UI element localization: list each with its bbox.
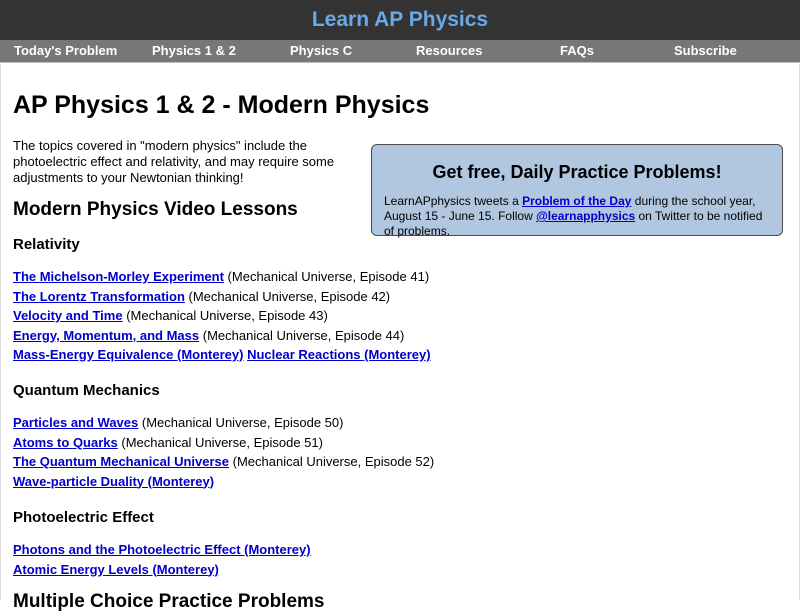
video-lessons-heading: Modern Physics Video Lessons xyxy=(13,199,298,220)
nav-physics-c[interactable]: Physics C xyxy=(290,43,353,58)
lesson-note: (Mechanical Universe, Episode 50) xyxy=(138,415,344,430)
lesson-note: (Mechanical Universe, Episode 43) xyxy=(122,308,328,323)
problem-of-the-day-link[interactable]: Problem of the Day xyxy=(522,194,632,208)
section-heading-photoelectric-effect: Photoelectric Effect xyxy=(13,509,154,526)
lesson-link[interactable]: Energy, Momentum, and Mass xyxy=(13,327,200,343)
lesson-note: (Mechanical Universe, Episode 51) xyxy=(117,434,323,450)
list-item xyxy=(13,326,431,346)
lesson-note: (Mechanical Universe, Episode 44) xyxy=(199,327,405,343)
relativity-lesson-list xyxy=(13,267,431,365)
lesson-link[interactable]: Velocity and Time xyxy=(13,308,123,323)
nav-physics-1-2[interactable]: Physics 1 & 2 xyxy=(152,43,236,58)
nav-faqs[interactable]: FAQs xyxy=(560,43,594,58)
list-item xyxy=(13,540,311,560)
daily-problems-callout xyxy=(371,144,783,236)
callout-text-part-1: LearnAPphysics tweets a xyxy=(384,194,523,208)
lesson-note: (Mechanical Universe, Episode 41) xyxy=(223,269,430,284)
quantum-lesson-list xyxy=(13,413,434,491)
list-item xyxy=(13,267,431,287)
list-item xyxy=(13,560,311,580)
list-item xyxy=(13,345,431,365)
list-item xyxy=(13,433,434,453)
callout-text xyxy=(384,194,770,239)
lesson-link[interactable]: The Lorentz Transformation xyxy=(13,288,185,304)
nav-todays-problem[interactable]: Today's Problem xyxy=(14,43,118,58)
section-heading-relativity: Relativity xyxy=(13,236,80,253)
practice-problems-heading: Multiple Choice Practice Problems xyxy=(13,591,325,612)
lesson-link[interactable]: Atoms to Quarks xyxy=(13,434,118,450)
lesson-note: (Mechanical Universe, Episode 52) xyxy=(229,454,435,469)
site-header xyxy=(0,0,800,40)
list-item xyxy=(13,452,434,472)
list-item xyxy=(13,413,434,433)
list-item xyxy=(13,306,431,326)
lesson-link[interactable]: Atomic Energy Levels (Monterey) xyxy=(13,561,219,577)
intro-text: The topics covered in "modern physics" include the photoelectric effect and relativity, and may require some adjustments to your Newtonian thinking! xyxy=(13,138,335,185)
lesson-link[interactable]: Photons and the Photoelectric Effect (Monterey) xyxy=(13,542,311,557)
page-title: AP Physics 1 & 2 - Modern Physics xyxy=(13,91,430,119)
callout-title: Get free, Daily Practice Problems! xyxy=(432,162,722,182)
section-heading-quantum-mechanics: Quantum Mechanics xyxy=(13,382,160,399)
nav-subscribe[interactable]: Subscribe xyxy=(674,43,737,58)
list-item xyxy=(13,287,431,307)
lesson-link[interactable]: The Quantum Mechanical Universe xyxy=(13,454,230,469)
site-title-link[interactable]: Learn AP Physics xyxy=(311,8,489,31)
main-content xyxy=(0,64,800,612)
callout-text-part-3: on Twitter to be notified of problems. xyxy=(384,209,763,238)
photoelectric-lesson-list xyxy=(13,540,311,579)
lesson-link[interactable]: The Michelson-Morley Experiment xyxy=(13,269,224,284)
lesson-link[interactable]: Particles and Waves xyxy=(13,415,139,430)
lesson-link[interactable]: Wave-particle Duality (Monterey) xyxy=(13,473,215,489)
lesson-link[interactable]: Nuclear Reactions (Monterey) xyxy=(247,347,431,362)
list-item xyxy=(13,472,434,492)
callout-text-part-2: during the school year, August 15 - June 15. Follow xyxy=(384,194,756,223)
twitter-handle-link[interactable]: @learnapphysics xyxy=(536,209,636,223)
main-nav xyxy=(0,40,800,63)
nav-resources[interactable]: Resources xyxy=(416,43,483,58)
lesson-link[interactable]: Mass-Energy Equivalence (Monterey) xyxy=(13,347,244,362)
lesson-note: (Mechanical Universe, Episode 42) xyxy=(184,288,391,304)
